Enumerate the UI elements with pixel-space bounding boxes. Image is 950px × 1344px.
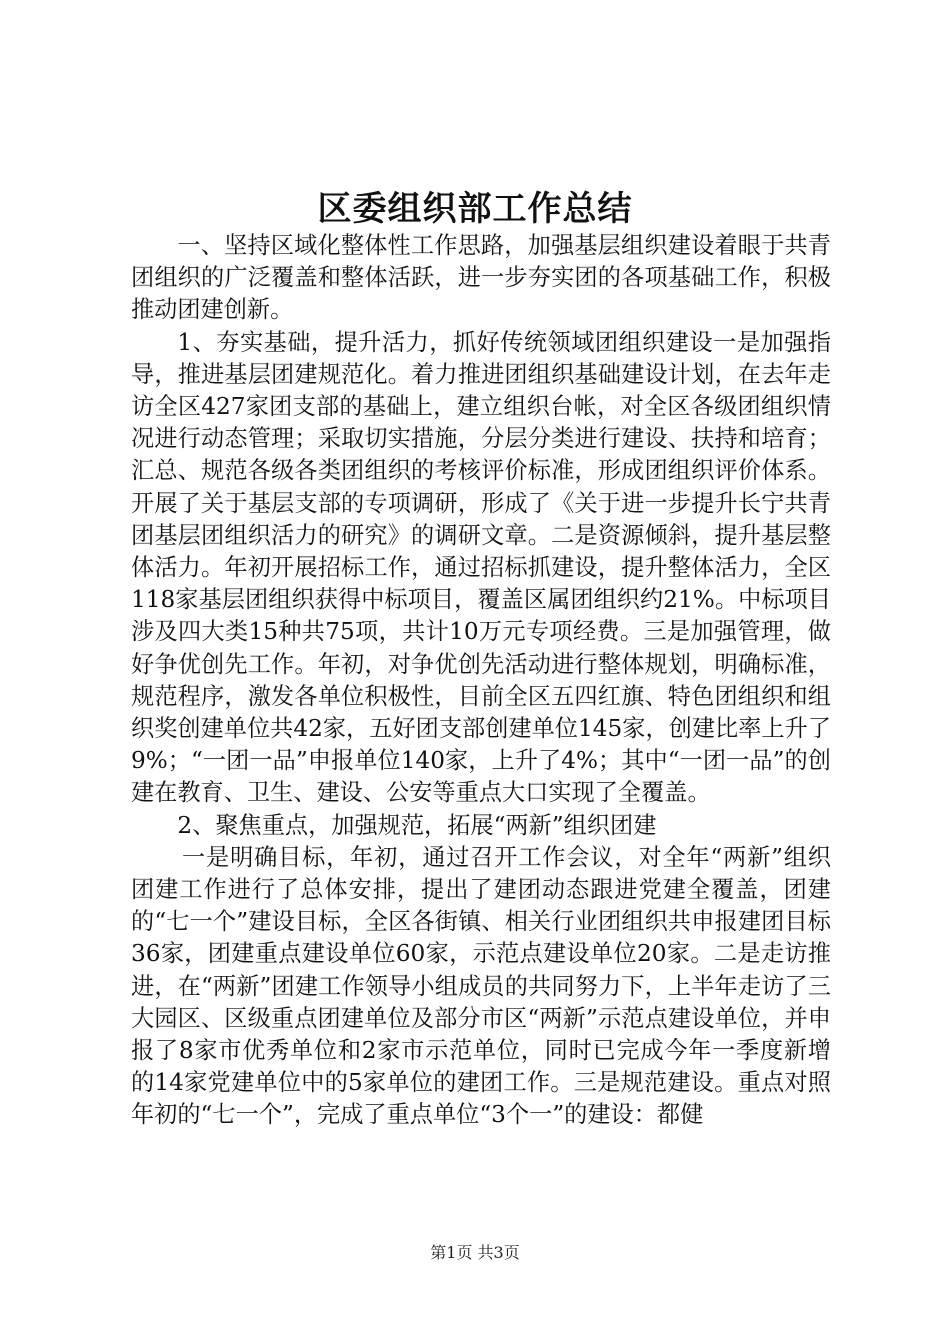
paragraph: 1、夯实基础，提升活力，抓好传统领域团组织建设一是加强指导，推进基层团建规范化。着力推进团组织基础建设计划，在去年走访全区427家团支部的基础上，建立组织台帐，对全区各级团组织情况进行动态管理；采取切实措施，分层分类进行建设、扶持和培育；汇总、规范各级各类团组织的考核评价标准，形成团组织评价体系。开展了关于基层支部的专项调研，形成了《关于进一步提升长宁共青团基层团组织活力的研究》的调研文章。二是资源倾斜，提升基层整体活力。年初开展招标工作，通过招标抓建设，提升整体活力，全区118家基层团组织获得中标项目，覆盖区属团组织约21%。中标项目涉及四大类15种共75项，共计10万元专项经费。三是加强管理，做好争优创先工作。年初，对争优创先活动进行整体规划，明确标准，规范程序，激发各单位积极性，目前全区五四红旗、特色团组织和组织奖创建单位共42家，五好团支部创建单位145家，创建比率上升了9%；“一团一品”申报单位140家，上升了4%；其中“一团一品”的创建在教育、卫生、建设、公安等重点大口实现了全覆盖。 <box>131 328 831 807</box>
paragraph: 一是明确目标，年初，通过召开工作会议，对全年“两新”组织团建工作进行了总体安排，提出了建团动态跟进党建全覆盖，团建的“七一个”建设目标，全区各街镇、相关行业团组织共申报建团目标36家，团建重点建设单位60家，示范点建设单位20家。二是走访推进，在“两新”团建工作领导小组成员的共同努力下，上半年走访了三大园区、区级重点团建单位及部分市区“两新”示范点建设单位，并申报了8家市优秀单位和2家市示范单位，同时已完成今年一季度新增的14家党建单位中的5家单位的建团工作。三是规范建设。重点对照年初的“七一个”，完成了重点单位“3个一”的建设：都健 <box>131 843 831 1129</box>
document-title: 区委组织部工作总结 <box>317 189 633 229</box>
paragraph: 2、聚焦重点，加强规范，拓展“两新”组织团建 <box>177 811 657 839</box>
document-body <box>131 230 831 1132</box>
page-number-footer: 第1页 共3页 <box>430 1243 520 1262</box>
paragraph: 一、坚持区域化整体性工作思路，加强基层组织建设着眼于共青团组织的广泛覆盖和整体活跃，进一步夯实团的各项基础工作，积极推动团建创新。 <box>131 232 831 324</box>
